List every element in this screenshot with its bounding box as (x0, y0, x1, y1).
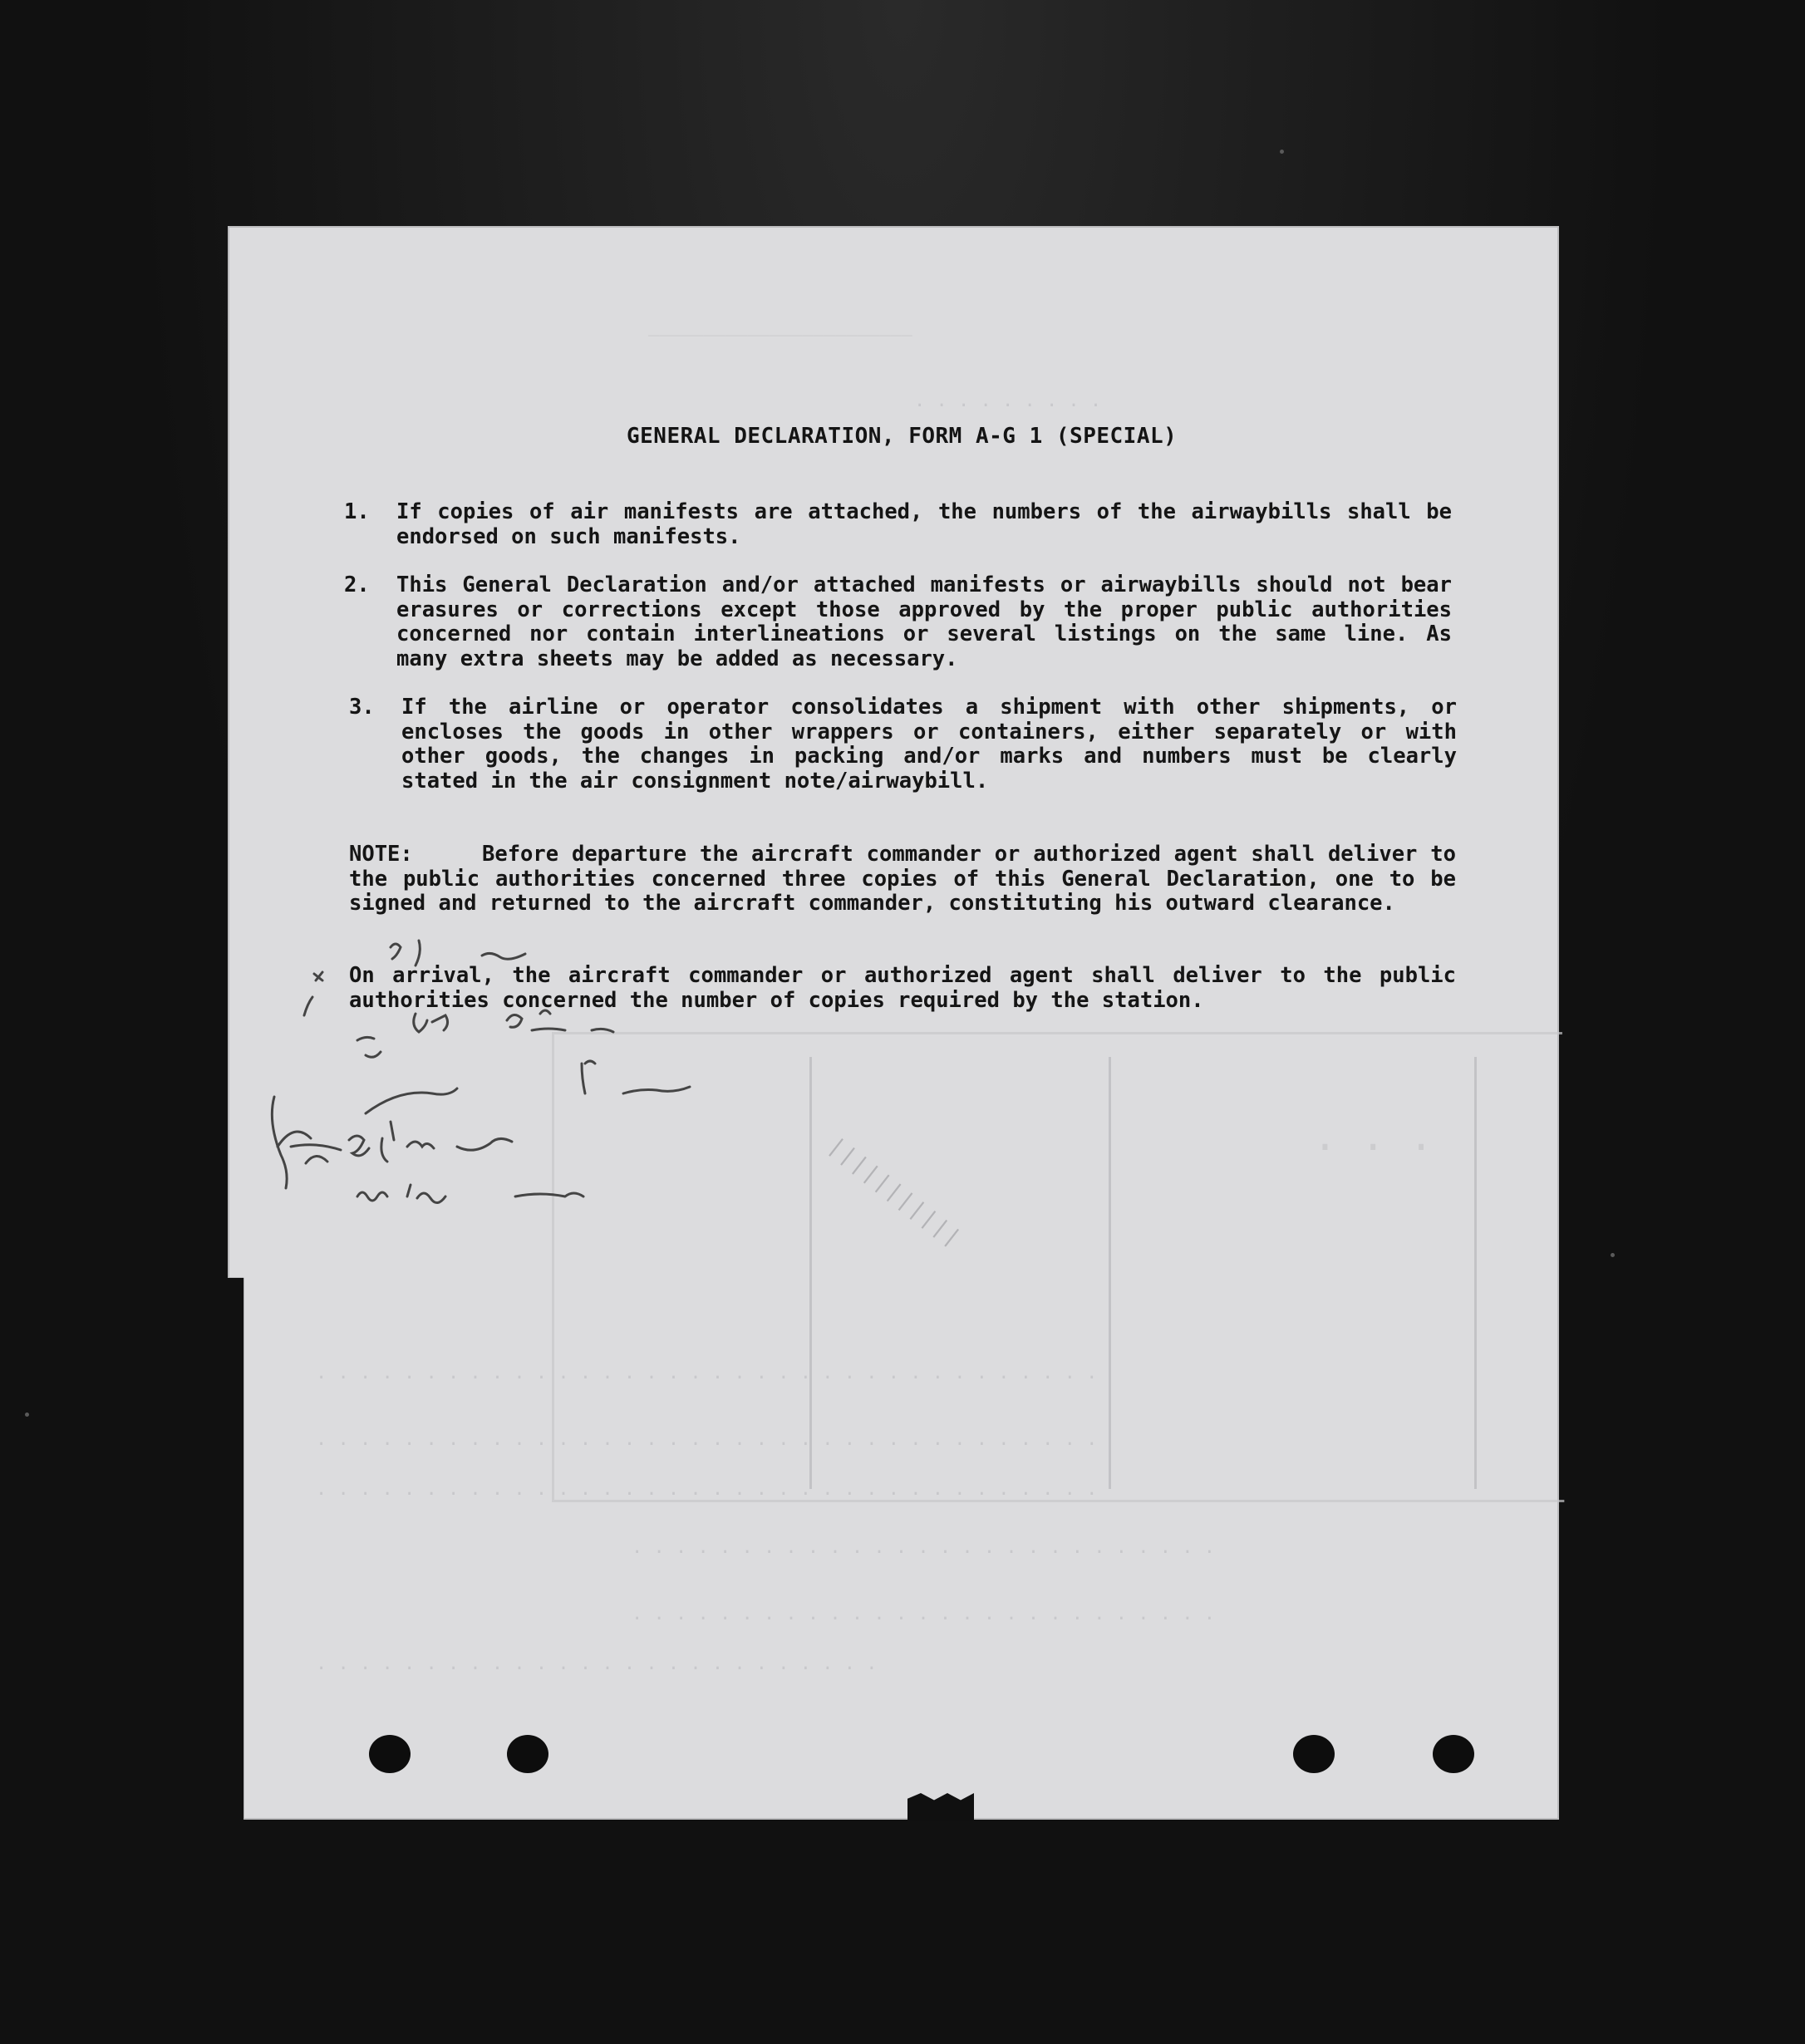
instruction-item-3 (349, 695, 1463, 795)
document-title: GENERAL DECLARATION, FORM A-G 1 (SPECIAL) (627, 424, 1178, 449)
punch-hole (1293, 1735, 1335, 1773)
item-number: 3. (349, 695, 375, 720)
instruction-item-2 (344, 573, 1458, 673)
note-label: NOTE: (349, 842, 413, 867)
arrival-text: On arrival, the aircraft commander or authorized agent shall deliver to the public authorities concerned the number of copies required by the station. (349, 963, 1456, 1013)
punch-hole (1433, 1735, 1474, 1773)
bleed-through-stamp: ||||||||||| (824, 1133, 966, 1252)
instruction-item-1 (344, 500, 1458, 550)
dust-speck (1611, 1253, 1615, 1257)
bleed-through-line (1474, 1057, 1477, 1489)
punch-hole (369, 1735, 411, 1773)
handwritten-annotations (266, 897, 731, 1246)
item-text: This General Declaration and/or attached manifests or airwaybills should not bear erasures or corrections except those approved by the proper public authorities concerned nor contain interlineations or several listings on the same line. As many extra sheets may be added as necessary. (396, 572, 1452, 671)
punch-hole (507, 1735, 548, 1773)
item-text: If the airline or operator consolidates a shipment with other shipments, or encloses the goods in other wrappers or containers, either separately or with other goods, the changes in packing and/or marks and numbers must be clearly stated in the air consignment note/airwaybill. (401, 695, 1457, 794)
item-number: 1. (344, 499, 370, 524)
item-number: 2. (344, 572, 370, 597)
note-text: Before departure the aircraft commander or authorized agent shall deliver to the public authorities concerned three copies of this General Declaration, one to be signed and returned to the aircraft commander, constituting his outward clearance. (349, 842, 1456, 916)
dust-speck (25, 1413, 29, 1417)
bleed-through-line (809, 1057, 812, 1489)
dust-speck (1280, 150, 1284, 154)
bleed-through-line (1109, 1057, 1111, 1489)
item-text: If copies of air manifests are attached, the numbers of the airwaybills shall be endorsed on such manifests. (396, 499, 1452, 549)
